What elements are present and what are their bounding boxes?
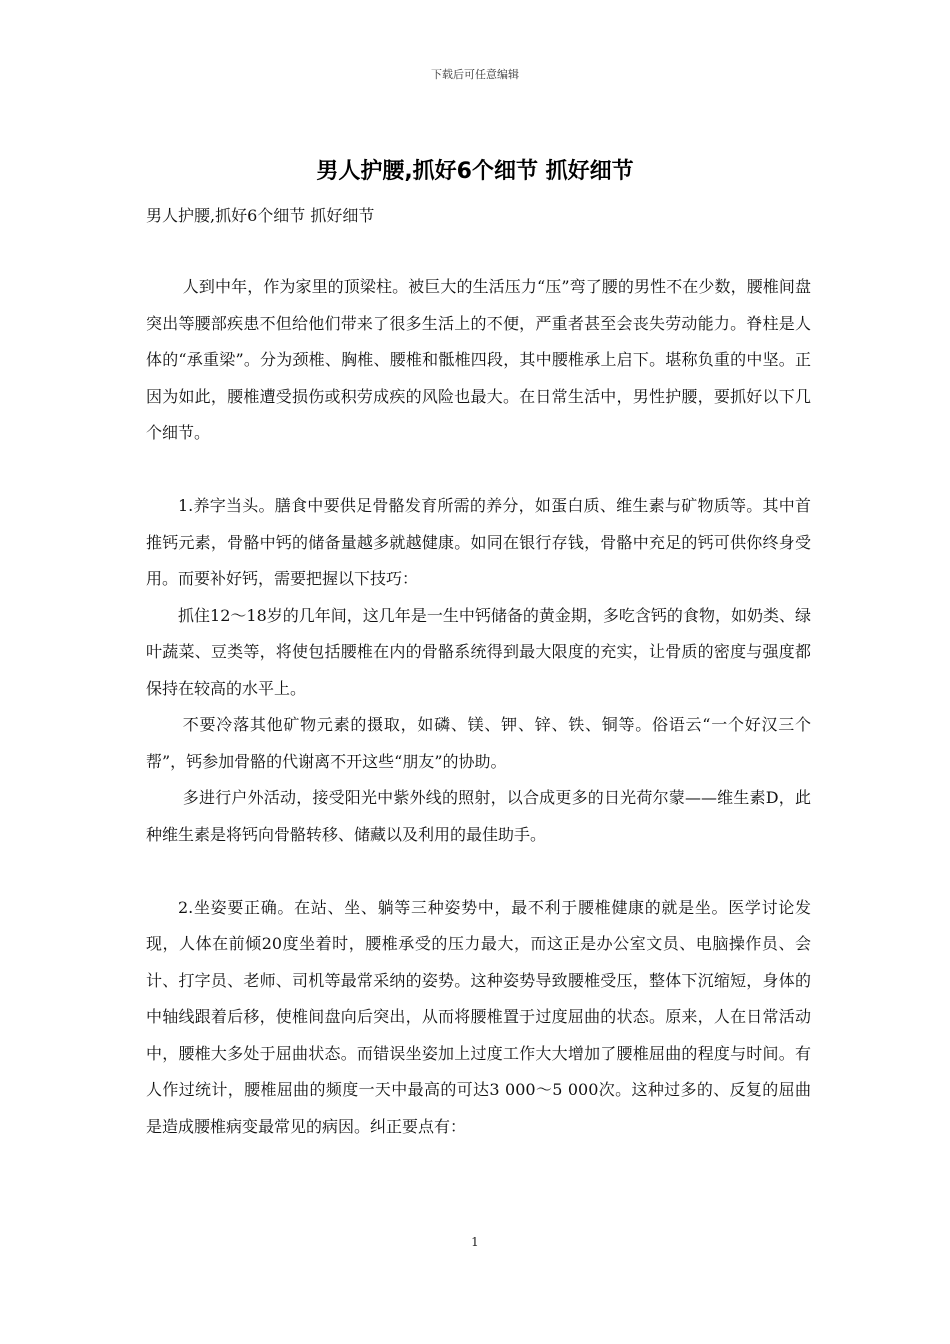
- paragraph-minerals: 不要冷落其他矿物元素的摄取，如磷、镁、钾、锌、铁、铜等。俗语云“一个好汉三个帮”，钙参加骨骼的代谢离不开这些“朋友”的协助。: [146, 715, 811, 771]
- paragraph-outdoor: 多进行户外活动，接受阳光中紫外线的照射，以合成更多的日光荷尔蒙——维生素D，此种维生素是将钙向骨骼转移、储藏以及利用的最佳助手。: [146, 788, 811, 844]
- paragraph-gap: [146, 853, 811, 890]
- page-header-note: 下载后可任意编辑: [431, 68, 519, 81]
- paragraph-section-1: 1.养字当头。膳食中要供足骨骼发育所需的养分，如蛋白质、维生素与矿物质等。其中首推钙元素，骨骼中钙的储备量越多就越健康。如同在银行存钱，骨骼中充足的钙可供你终身受用。而要补好钙，需要把握以下技巧：: [146, 496, 811, 588]
- paragraph-intro: 人到中年，作为家里的顶梁柱。被巨大的生活压力“压”弯了腰的男性不在少数，腰椎间盘突出等腰部疾患不但给他们带来了很多生活上的不便，严重者甚至会丧失劳动能力。脊柱是人体的“承重梁”。分为颈椎、胸椎、腰椎和骶椎四段，其中腰椎承上启下。堪称负重的中坚。正因为如此，腰椎遭受损伤或积劳成疾的风险也最大。在日常生活中，男性护腰，要抓好以下几个细节。: [146, 277, 811, 442]
- document-subtitle: 男人护腰,抓好6个细节 抓好细节: [146, 206, 375, 225]
- paragraph-section-2: 2.坐姿要正确。在站、坐、躺等三种姿势中，最不利于腰椎健康的就是坐。医学讨论发现，人体在前倾20度坐着时，腰椎承受的压力最大，而这正是办公室文员、电脑操作员、会计、打字员、老师、司机等最常采纳的姿势。这种姿势导致腰椎受压，整体下沉缩短，身体的中轴线跟着后移，使椎间盘向后突出，从而将腰椎置于过度屈曲的状态。原来，人在日常活动中，腰椎大多处于屈曲状态。而错误坐姿加上过度工作大大增加了腰椎屈曲的程度与时间。有人作过统计，腰椎屈曲的频度一天中最高的可达3 000～5 000次。这种过多的、反复的屈曲是造成腰椎病变最常见的病因。纠正要点有：: [146, 897, 811, 1136]
- document-body: [146, 269, 811, 1145]
- document-title: 男人护腰,抓好6个细节 抓好细节: [316, 159, 634, 184]
- paragraph-calcium-age: 抓住12～18岁的几年间，这几年是一生中钙储备的黄金期，多吃含钙的食物，如奶类、绿叶蔬菜、豆类等，将使包括腰椎在内的骨骼系统得到最大限度的充实，让骨质的密度与强度都保持在较高的水平上。: [146, 605, 811, 698]
- paragraph-gap: [146, 452, 811, 489]
- page-number: 1: [471, 1235, 479, 1249]
